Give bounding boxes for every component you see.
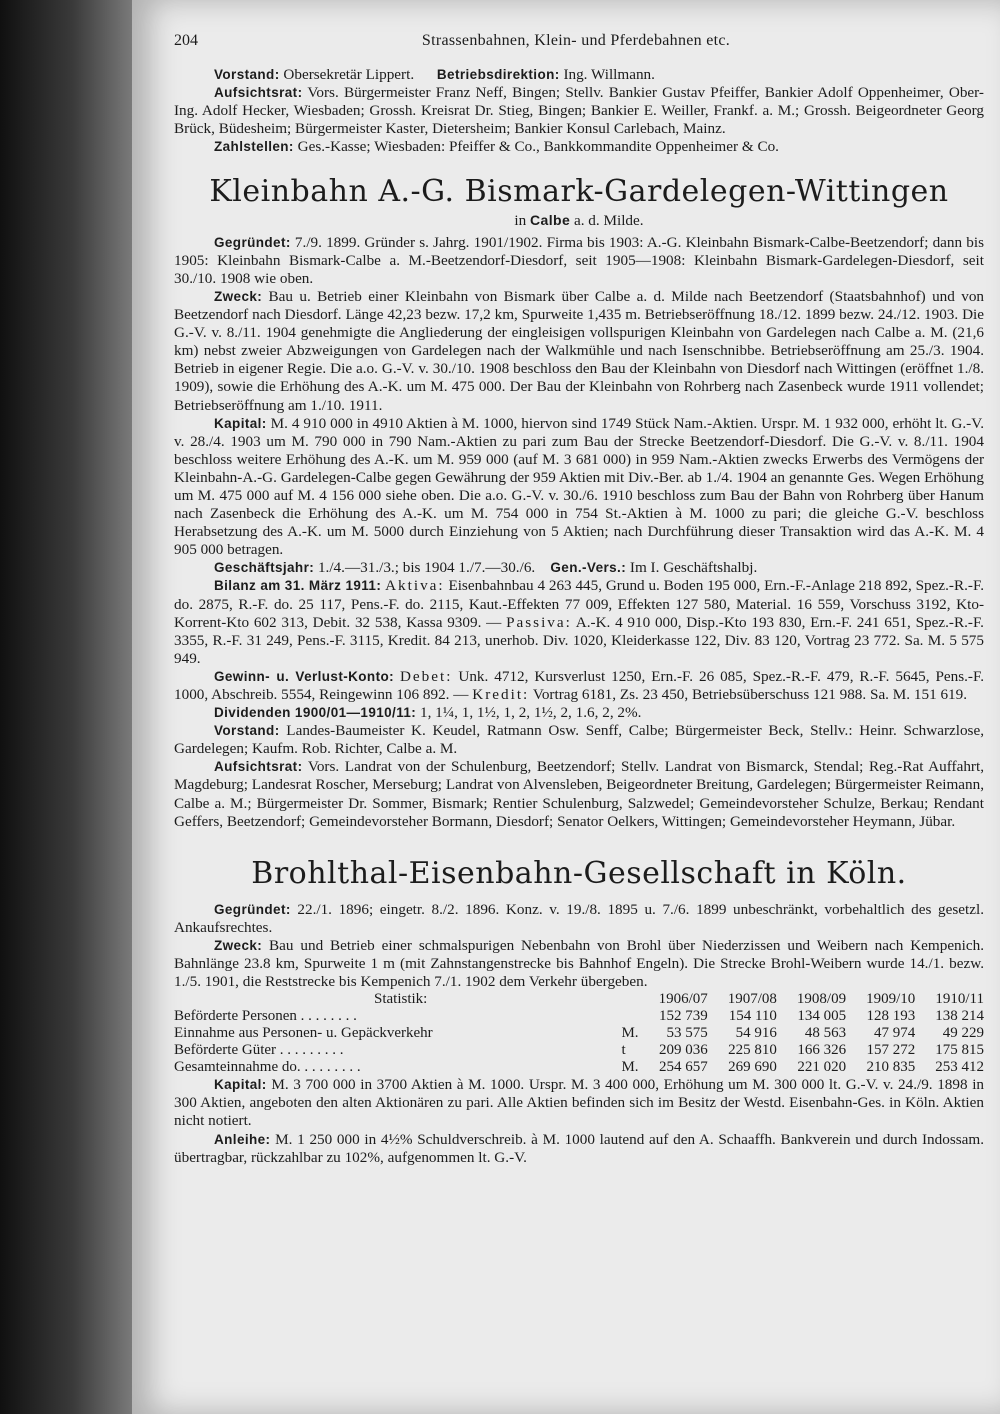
running-title: Strassenbahnen, Klein- und Pferdebahnen etc. [421, 32, 731, 49]
section-bilanz: Bilanz am 31. März 1911: Aktiva: Eisenbahnbau 4 263 445, Grund u. Boden 195 000, Ern.-F.-Anlage 218 892, Spez.-R.-F. do. 2875, R.-F. do. 25 117, Pens.-F. do. 2115, Kaut.-Effekten 77 009, Effekten 127 580, Material. 16 559, Vorschuss 3192, Kto-Korrent-Kto 602 313, Debit. 32 538, Kassa 9309. — Passiva: A.-K. 4 910 000, Disp.-Kto 193 830, Ern.-F. 241 651, Spez.-R.-F. 3355, R.-F. 31 249, Pens.-F. 3115, Kredit. 84 213, unerhob. Div. 1020, Kleiderkasse 122, Div. 83 120, Vortrag 23 772. Sa. M. 5 575 949. [174, 577, 985, 667]
statistik-table [174, 991, 984, 1076]
statistik-header-row [174, 991, 984, 1008]
company-heading-brohlthal: Brohlthal-Eisenbahn-Gesellschaft in Köln. [251, 855, 907, 891]
statistik-heading: Statistik: [374, 991, 428, 1008]
year-cell: 1906/07 [658, 991, 708, 1008]
label-vorstand: Vorstand: [214, 67, 280, 83]
prev-zahlstellen: Zahlstellen: Ges.-Kasse; Wiesbaden: Pfeiffer & Co., Bankkommandite Oppenheimer & Co. [214, 138, 779, 156]
year-cell: 1910/11 [935, 991, 984, 1008]
section-zweck: Zweck: Bau u. Betrieb einer Kleinbahn von Bismark über Calbe a. d. Milde nach Beetzendorf (Staatsbahnhof) und von Beetzendorf nach Diesdorf. Länge 42,23 bezw. 17,2 km, Spurweite 1,435 m. Betriebseröffnung 18./12. 1899 bezw. 24./12. 1903. Die G.-V. v. 8./11. 1904 genehmigte die Angliederung der eingleisigen vollspurigen Kleinbahn von Gardelegen nach Calbe a. M. (21,6 km) nebst zweier Abzweigungen von Gardelegen nach der Walkmühle und nach Isenschnibbe. Betriebseröffnung am 25./3. 1904. Betrieb in eigener Regie. Die a.o. G.-V. v. 30./10. 1908 beschloss den Bau der Kleinbahn von Diesdorf nach Wittingen (eröffnet 1./8. 1909), sowie die Erhöhung des A.-K. um M. 475 000. Der Bau der Kleinbahn von Rohrberg nach Zasenbeck wurde 1911 vollendet; Betriebseröffnung am 1./10. 1911. [174, 287, 985, 414]
section-gegruendet-2: Gegründet: 22./1. 1896; eingetr. 8./2. 1896. Konz. v. 19./8. 1895 u. 7./6. 1899 unbeschränkt, vorbehaltlich des gesetzl. Ankaufsrechtes. [174, 900, 984, 936]
company-location: in Calbe a. d. Milde. [514, 211, 644, 229]
section-gegruendet: Gegründet: 7./9. 1899. Gründer s. Jahrg. 1901/1902. Firma bis 1903: A.-G. Kleinbahn Bismark-Calbe-Beetzendorf; dann bis 1905: Kleinbahn Bismark-Calbe a. M.-Beetzendorf-Diesdorf, seit 1905—1908: Kleinbahn Bismark-Gardelegen-Diesdorf, seit 30./10. 1908 wie oben. [174, 233, 984, 287]
section-geschaeftsjahr: Geschäftsjahr: 1./4.—31./3.; bis 1904 1./7.—30./6. Gen.-Vers.: Im I. Geschäftshalbj. [214, 559, 758, 577]
book-page [132, 0, 1000, 1414]
section-kapital-2: Kapital: M. 3 700 000 in 3700 Aktien à M. 1000. Urspr. M. 3 400 000, Erhöhung um M. 300 000 lt. G.-V. v. 24./9. 1898 in 300 Aktien, angeboten den alten Aktionären zu pari. Alle Aktien befinden sich im Besitz der Westd. Eisenbahn-Ges. in Köln. Aktien nicht notiert. [174, 1076, 985, 1130]
section-anleihe: Anleihe: M. 1 250 000 in 4½% Schuldverschreib. à M. 1000 lautend auf den A. Schaaffh. Bankverein und durch Indossam. übertragbar, rückzahlbar zu 102%, aufgenommen lt. G.-V. [174, 1130, 984, 1166]
table-row: Beförderte Personen . . . . . . . . 152 739 154 110 134 005 128 193 138 214 [174, 1008, 984, 1025]
running-head [174, 32, 984, 50]
page-content [174, 32, 984, 1167]
year-cell: 1907/08 [727, 991, 777, 1008]
year-cell: 1909/10 [866, 991, 916, 1008]
section-kapital: Kapital: M. 4 910 000 in 4910 Aktien à M. 1000, hiervon sind 1749 Stück Nam.-Aktien. Urspr. M. 1 932 000, erhöht lt. G.-V. v. 28./4. 1903 um M. 790 000 in 790 Nam.-Aktien zu pari zum Bau der Strecke Beetzendorf-Diesdorf. Die G.-V. v. 8./11. 1904 beschloss weitere Erhöhung des A.-K. um M. 959 000 (auf M. 3 681 000) in 959 Nam.-Aktien zwecks Erwerbs des Vermögens der Kleinbahn-A.-G. Gardelegen-Calbe gegen Gewährung der 959 Aktien mit Div.-Ber. ab 1./4. 1904 an genannte Ges. Wegen Erhöhung um M. 475 000 auf M. 4 156 000 siehe oben. Die a.o. G.-V. v. 30./6. 1910 beschloss zum Bau der Bahn von Rohrberg über Hanum nach Zasenbeck die Erhöhung des A.-K. um M. 754 000 in 754 St.-Aktien à M. 1000 zu pari; die gleiche G.-V. beschloss Herabsetzung des A.-K. um M. 5000 durch Einziehung von 5 Aktien; nach Durchführung dieser Transaktion wird das A.-K. M. 4 905 000 betragen. [174, 414, 985, 559]
prev-vorstand: Vorstand: Obersekretär Lippert. Betriebsdirektion: Ing. Willmann. [214, 66, 655, 84]
book-binding-edge [0, 0, 132, 1414]
table-row: Beförderte Güter . . . . . . . . . t 209 036 225 810 166 326 157 272 175 815 [174, 1042, 984, 1059]
section-aufsichtsrat: Aufsichtsrat: Vors. Landrat von der Schulenburg, Beetzendorf; Stellv. Landrat von Bismarck, Stendal; Reg.-Rat Auffahrt, Magdeburg; Landesrat Roscher, Merseburg; Landrat von Alvensleben, Beigeordneter Breitung, Gardelegen; Bürgermeister Reimann, Calbe a. M.; Bürgermeister Dr. Sommer, Bismark; Rentier Schulenburg, Salzwedel; Gemeindevorsteher Schulze, Berkau; Rendant Geffers, Beetzendorf; Gemeindevorsteher Bormann, Diesdorf; Senator Oelkers, Wittingen; Gemeindevorsteher Heymann, Jübar. [174, 758, 984, 830]
page-number: 204 [174, 32, 198, 49]
section-gewinn-verlust: Gewinn- u. Verlust-Konto: Debet: Unk. 4712, Kursverlust 1250, Ern.-F. 26 085, Spez.-R.-F. 479, R.-F. 5645, Pens.-F. 1000, Abschreib. 5554, Reingewinn 106 892. — Kredit: Vortrag 6181, Zs. 23 450, Betriebsüberschuss 121 988. Sa. M. 151 619. [174, 667, 985, 703]
section-vorstand: Vorstand: Landes-Baumeister K. Keudel, Ratmann Osw. Senff, Calbe; Bürgermeister Beck, Stellv.: Heinr. Schwarzlose, Gardelegen; Kaufm. Rob. Richter, Calbe a. M. [174, 722, 985, 758]
prev-aufsichtsrat: Aufsichtsrat: Vors. Bürgermeister Franz Neff, Bingen; Stellv. Bankier Gustav Pfeiffer, Bankier Adolf Oppenheimer, Ober-Ing. Adolf Hecker, Wiesbaden; Grossh. Kreisrat Dr. Stieg, Bingen; Bankier E. Weiller, Frankf. a. M.; Grossh. Beigeordneter Georg Brück, Büdesheim; Bürgermeister Kaster, Dietersheim; Bankier Konsul Carlebach, Mainz. [174, 84, 984, 138]
table-row: Gesamteinnahme do. . . . . . . . . M. 254 657 269 690 221 020 210 835 253 412 [174, 1059, 984, 1076]
table-row: Einnahme aus Personen- u. Gepäckverkehr M. 53 575 54 916 48 563 47 974 49 229 [174, 1025, 984, 1042]
company-heading-kleinbahn: Kleinbahn A.-G. Bismark-Gardelegen-Wittingen [209, 173, 949, 209]
year-cell: 1908/09 [796, 991, 847, 1008]
label-zahlstellen: Zahlstellen: [214, 139, 294, 155]
section-dividenden: Dividenden 1900/01—1910/11: 1, 1¼, 1, 1½, 1, 2, 1½, 2, 1.6, 2, 2%. [214, 704, 642, 722]
label-betriebsdirektion: Betriebsdirektion: [436, 67, 560, 83]
label-aufsichtsrat: Aufsichtsrat: [214, 85, 303, 101]
section-zweck-2: Zweck: Bau und Betrieb einer schmalspurigen Nebenbahn von Brohl über Niederzissen und Weibern nach Kempenich. Bahnlänge 23.8 km, Spurweite 1 m (mit Zahnstangenstrecke bis Bahnhof Engeln). Die Strecke Brohl-Weibern wurde 14./1. bezw. 1./5. 1901, die Reststrecke bis Kempenich 7./1. 1902 dem Verkehr übergeben. [174, 936, 985, 991]
